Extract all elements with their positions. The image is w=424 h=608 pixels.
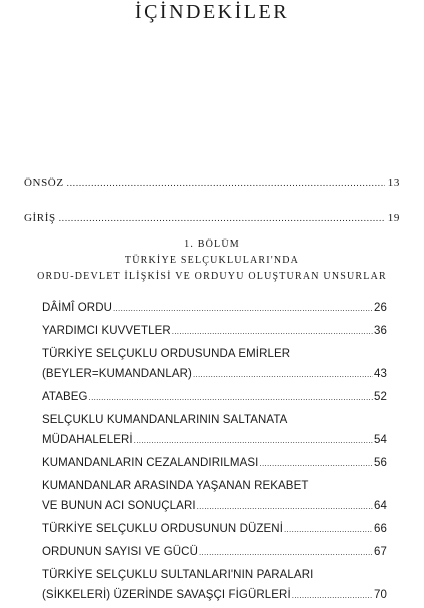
toc-entry[interactable] xyxy=(42,344,387,385)
toc-entry-page: 56 xyxy=(374,457,387,469)
toc-entry-label: KUMANDANLARIN CEZALANDIRILMASI xyxy=(42,457,259,469)
toc-entry[interactable] xyxy=(42,387,387,408)
toc-entry-line xyxy=(42,387,387,408)
dot-leader xyxy=(193,365,373,385)
toc-entry[interactable] xyxy=(42,453,387,474)
part-title-line-1: TÜRKİYE SELÇUKLULARI'NDA xyxy=(124,255,300,266)
toc-entry-label-line: TÜRKİYE SELÇUKLU ORDUSUNDA EMİRLER xyxy=(42,348,291,360)
dot-leader xyxy=(89,388,373,408)
toc-entry-line xyxy=(42,453,387,474)
dot-leader xyxy=(59,213,385,223)
dot-leader xyxy=(113,299,373,319)
toc-entry-label: (SİKKELERİ) ÜZERİNDE SAVAŞÇI FİGÜRLERİ xyxy=(42,589,291,601)
dot-leader xyxy=(292,586,373,606)
toc-entry[interactable] xyxy=(42,410,387,451)
toc-entry-label-line: SELÇUKLU KUMANDANLARININ SALTANATA xyxy=(42,414,288,426)
toc-entry-onsoz[interactable] xyxy=(24,177,400,189)
part-title-line-2: ORDU-DEVLET İLİŞKİSİ VE ORDUYU OLUŞTURAN UNSURLAR xyxy=(37,271,387,282)
toc-entry-label-line: TÜRKİYE SELÇUKLU SULTANLARI'NIN PARALARI xyxy=(42,569,314,581)
dot-leader xyxy=(67,178,385,188)
toc-entry-line xyxy=(42,585,387,606)
toc-entry-page: 64 xyxy=(374,500,387,512)
toc-entry-page: 70 xyxy=(374,589,387,601)
toc-entry-label: MÜDAHALELERİ xyxy=(42,434,133,446)
toc-entry-line xyxy=(42,364,387,385)
toc-entry-line xyxy=(42,430,387,451)
toc-entry-line xyxy=(42,519,387,540)
toc-entry-label: ÖNSÖZ xyxy=(24,177,64,189)
toc-entry-page: 66 xyxy=(374,523,387,535)
dot-leader xyxy=(284,520,373,540)
dot-leader xyxy=(134,431,373,451)
toc-entry-page: 52 xyxy=(374,391,387,403)
toc-entry-line xyxy=(42,321,387,342)
toc-entry-label: GİRİŞ xyxy=(24,212,56,224)
toc-entry-label: YARDIMCI KUVVETLER xyxy=(42,325,171,337)
dot-leader xyxy=(197,497,373,517)
toc-entry-label: TÜRKİYE SELÇUKLU ORDUSUNUN DÜZENİ xyxy=(42,523,283,535)
part-number: 1. BÖLÜM xyxy=(184,239,240,250)
toc-entry-label: ORDUNUN SAYISI VE GÜCÜ xyxy=(42,546,198,558)
toc-entry-page: 43 xyxy=(374,368,387,380)
toc-entry-giris[interactable] xyxy=(24,212,400,224)
toc-entry-line xyxy=(42,542,387,563)
toc-entry-page: 67 xyxy=(374,546,387,558)
toc-entry-page: 54 xyxy=(374,434,387,446)
toc-entry[interactable] xyxy=(42,519,387,540)
toc-entry-label: DÂİMÎ ORDU xyxy=(42,302,112,314)
toc-entry-page: 26 xyxy=(374,302,387,314)
toc-entry-page: 19 xyxy=(387,212,400,224)
toc-entry[interactable] xyxy=(42,298,387,319)
toc-entry-line xyxy=(42,298,387,319)
toc-entry-list xyxy=(42,298,387,608)
toc-entry-label: ATABEG xyxy=(42,391,88,403)
toc-entry-label-line: KUMANDANLAR ARASINDA YAŞANAN REKABET xyxy=(42,480,309,492)
toc-entry[interactable] xyxy=(42,476,387,517)
part-heading xyxy=(0,237,424,285)
toc-entry-page: 13 xyxy=(387,177,400,189)
toc-entry[interactable] xyxy=(42,321,387,342)
dot-leader xyxy=(199,543,373,563)
toc-entry-page: 36 xyxy=(374,325,387,337)
toc-entry-label: VE BUNUN ACI SONUÇLARI xyxy=(42,500,196,512)
toc-entry-label: (BEYLER=KUMANDANLAR) xyxy=(42,368,192,380)
dot-leader xyxy=(172,322,373,342)
dot-leader xyxy=(259,454,373,474)
toc-entry-line xyxy=(42,496,387,517)
page-title: İÇİNDEKİLER xyxy=(134,1,290,23)
toc-entry[interactable] xyxy=(42,542,387,563)
